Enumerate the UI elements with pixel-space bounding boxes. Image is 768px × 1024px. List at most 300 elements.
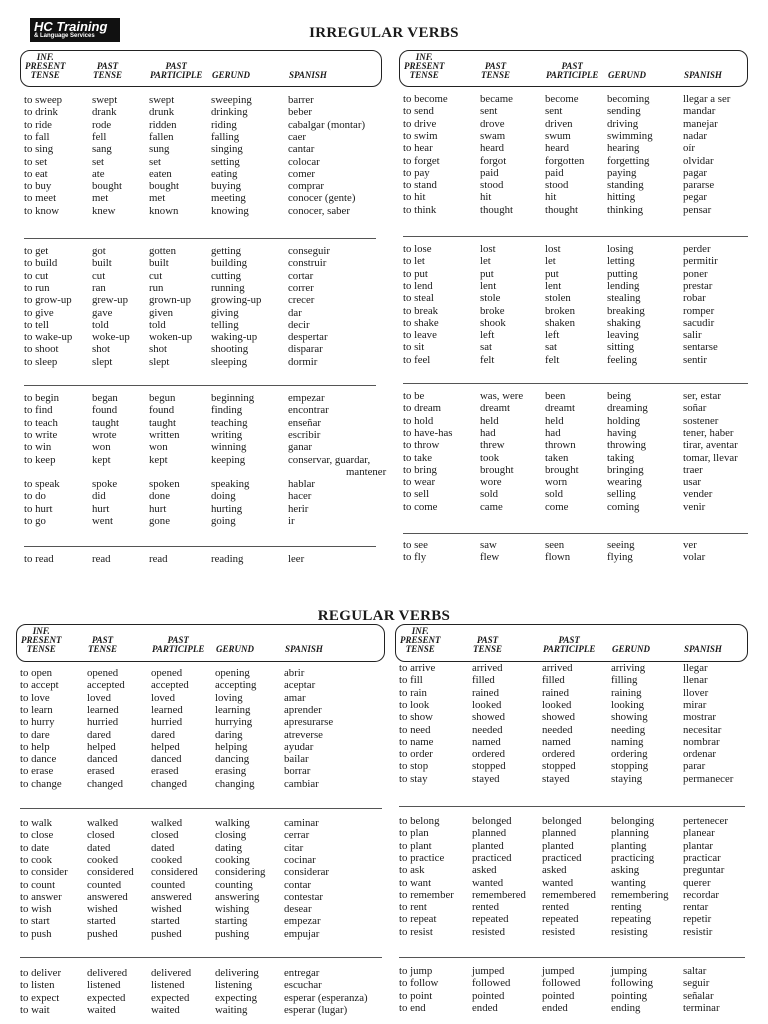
infinitive-cell: to practice	[399, 851, 445, 864]
spanish-cell: parar	[683, 760, 706, 773]
gerund-cell: waiting	[215, 1003, 248, 1016]
spanish-cell: sacudir	[683, 316, 715, 329]
past-participle-cell: stood	[545, 179, 569, 192]
past-tense-cell: swept	[92, 94, 118, 106]
infinitive-cell: to teach	[24, 416, 58, 429]
past-participle-cell: showed	[542, 711, 575, 724]
infinitive-cell: to look	[399, 698, 430, 711]
gerund-cell: taking	[607, 451, 634, 464]
past-participle-cell: danced	[151, 753, 182, 766]
gerund-cell: writing	[211, 428, 243, 441]
spanish-cell: planear	[683, 827, 715, 840]
past-tense-cell: paid	[480, 166, 499, 179]
past-tense-cell: lost	[480, 243, 496, 255]
spanish-cell: hablar	[288, 478, 315, 491]
infinitive-cell: to arrive	[399, 662, 436, 674]
gerund-cell: riding	[211, 118, 237, 131]
infinitive-cell: to grow-up	[24, 294, 72, 307]
past-participle-cell: run	[149, 281, 164, 294]
past-participle-cell: sung	[149, 143, 170, 156]
spanish-cell: cerrar	[284, 829, 310, 842]
gerund-cell: changing	[215, 777, 255, 790]
spanish-cell: construir	[288, 257, 327, 270]
past-participle-cell: dated	[151, 841, 175, 854]
gerund-cell: dating	[215, 841, 242, 854]
spanish-cell: crecer	[288, 294, 315, 307]
past-tense-cell: dated	[87, 841, 111, 854]
gerund-cell: seeing	[607, 539, 635, 551]
past-tense-cell: delivered	[87, 967, 128, 979]
gerund-cell: ordering	[611, 748, 648, 761]
infinitive-cell: to fly	[403, 551, 427, 564]
gerund-cell: forgetting	[607, 154, 650, 167]
past-tense-cell: hurt	[92, 502, 110, 515]
gerund-cell: growing-up	[211, 294, 262, 307]
spanish-cell: enseñar	[288, 416, 321, 429]
past-participle-cell: filled	[542, 674, 565, 687]
infinitive-cell: to shake	[403, 316, 439, 329]
past-tense-cell: showed	[472, 711, 505, 724]
infinitive-cell: to sell	[403, 488, 430, 501]
infinitive-cell: to be	[403, 390, 425, 402]
past-tense-cell: rained	[472, 686, 499, 699]
gerund-cell: speaking	[211, 478, 250, 491]
gerund-cell: knowing	[211, 204, 249, 217]
infinitive-cell: to point	[399, 989, 433, 1002]
infinitive-cell: to swim	[403, 129, 438, 142]
past-tense-cell: drank	[92, 106, 117, 119]
spanish-cell: señalar	[683, 989, 714, 1002]
gerund-cell: planting	[611, 839, 647, 852]
spanish-cell: cabalgar (montar)	[288, 118, 366, 131]
spanish-cell: leer	[288, 553, 305, 565]
past-participle-cell: pointed	[542, 989, 575, 1002]
past-participle-cell: lost	[545, 243, 561, 255]
infinitive-cell: to remember	[399, 888, 454, 901]
infinitive-cell: to buy	[24, 180, 52, 193]
infinitive-cell: to wish	[20, 903, 52, 916]
infinitive-cell: to fill	[399, 674, 423, 687]
past-tense-cell: flew	[480, 551, 500, 564]
spanish-cell: romper	[683, 304, 715, 317]
past-participle-cell: belonged	[542, 815, 582, 827]
column-header: INF. PRESENT TENSE	[25, 52, 66, 80]
past-participle-cell: dared	[151, 728, 175, 741]
spanish-cell: conseguir	[288, 245, 330, 257]
past-tense-cell: got	[92, 245, 106, 257]
infinitive-cell: to deliver	[20, 967, 62, 979]
infinitive-cell: to let	[403, 255, 425, 268]
gerund-cell: sweeping	[211, 94, 252, 106]
infinitive-cell: to get	[24, 245, 49, 257]
past-participle-cell: hurried	[151, 716, 183, 729]
section-title: IRREGULAR VERBS	[309, 25, 459, 41]
spanish-cell: entregar	[284, 967, 320, 979]
past-participle-cell: seen	[545, 539, 565, 551]
gerund-cell: wishing	[215, 903, 250, 916]
spanish-cell: rentar	[683, 901, 709, 914]
past-tense-cell: planned	[472, 827, 507, 840]
past-tense-cell: stood	[480, 179, 504, 192]
past-tense-cell: saw	[480, 539, 497, 551]
past-tense-cell: looked	[472, 698, 502, 711]
column-header: PAST PARTICIPLE	[152, 635, 205, 654]
spanish-cell: aceptar	[284, 679, 316, 692]
spanish-cell: decir	[288, 318, 310, 331]
spanish-cell: pararse	[683, 179, 715, 192]
gerund-cell: sending	[607, 105, 641, 118]
column-header: PAST TENSE	[481, 61, 511, 80]
spanish-cell: empezar	[288, 392, 325, 404]
past-tense-cell: thought	[480, 203, 513, 216]
past-tense-cell: told	[92, 318, 109, 331]
gerund-cell: practicing	[611, 851, 655, 864]
past-tense-cell: practiced	[472, 851, 512, 864]
past-tense-cell: brought	[480, 463, 514, 476]
gerund-cell: winning	[211, 441, 247, 454]
gerund-cell: expecting	[215, 991, 257, 1004]
past-tense-cell: arrived	[472, 662, 503, 674]
infinitive-cell: to sit	[403, 341, 425, 354]
past-participle-cell: known	[149, 204, 179, 217]
past-tense-cell: sang	[92, 143, 112, 156]
past-participle-cell: felt	[545, 353, 560, 366]
spanish-cell: nombrar	[683, 735, 720, 748]
spanish-cell: mostrar	[683, 711, 716, 724]
spanish-cell: comer	[288, 167, 315, 180]
past-tense-cell: dared	[87, 728, 111, 741]
spanish-cell: esperar (esperanza)	[284, 991, 368, 1004]
past-participle-cell: planned	[542, 827, 577, 840]
past-participle-cell: found	[149, 404, 175, 417]
past-participle-cell: paid	[545, 166, 564, 179]
past-participle-cell: built	[149, 257, 169, 270]
past-participle-cell: answered	[151, 890, 192, 903]
spanish-cell: conservar, guardar,	[288, 453, 371, 466]
spanish-cell: caer	[288, 130, 306, 143]
past-tense-cell: stopped	[472, 760, 506, 773]
gerund-cell: answering	[215, 890, 260, 903]
gerund-cell: meeting	[211, 192, 246, 205]
past-tense-cell: held	[480, 414, 499, 427]
gerund-cell: opening	[215, 667, 250, 679]
spanish-cell: saltar	[683, 965, 707, 977]
infinitive-cell: to push	[20, 927, 52, 940]
gerund-cell: pushing	[215, 927, 250, 940]
past-participle-cell: stayed	[542, 772, 570, 785]
gerund-cell: holding	[607, 414, 640, 427]
infinitive-cell: to stay	[399, 772, 428, 785]
infinitive-cell: to end	[399, 1001, 426, 1014]
gerund-cell: starting	[215, 915, 248, 928]
spanish-cell: llegar a ser	[683, 93, 731, 105]
spanish-cell: mandar	[683, 105, 716, 118]
past-participle-cell: brought	[545, 463, 579, 476]
infinitive-cell: to name	[399, 735, 434, 748]
past-tense-cell: went	[92, 515, 113, 527]
logo-subtext: & Language Services	[34, 33, 95, 39]
spanish-cell: pegar	[683, 191, 707, 204]
infinitive-cell: to dance	[20, 753, 57, 766]
past-participle-cell: considered	[151, 866, 198, 879]
column-header: SPANISH	[684, 644, 722, 654]
spanish-cell: mantener	[346, 465, 387, 478]
column-header: GERUND	[212, 70, 251, 80]
gerund-cell: buying	[211, 180, 241, 193]
past-participle-cell: arrived	[542, 662, 573, 674]
gerund-cell: putting	[607, 267, 638, 280]
past-participle-cell: had	[545, 426, 561, 439]
infinitive-cell: to start	[20, 915, 50, 928]
past-participle-cell: jumped	[542, 965, 575, 977]
past-tense-cell: ordered	[472, 748, 505, 761]
gerund-cell: renting	[611, 901, 642, 914]
past-participle-cell: eaten	[149, 167, 172, 180]
past-tense-cell: followed	[472, 977, 511, 990]
gerund-cell: raining	[611, 686, 642, 699]
spanish-cell: sentir	[683, 353, 707, 366]
gerund-cell: helping	[215, 740, 248, 753]
infinitive-cell: to rain	[399, 686, 427, 699]
past-tense-cell: began	[92, 392, 118, 404]
past-participle-cell: dreamt	[545, 402, 575, 415]
infinitive-cell: to put	[403, 267, 428, 280]
gerund-cell: giving	[211, 306, 239, 319]
infinitive-cell: to know	[24, 204, 60, 217]
infinitive-cell: to send	[403, 105, 434, 118]
past-tense-cell: filled	[472, 674, 495, 687]
infinitive-cell: to shoot	[24, 343, 59, 356]
past-participle-cell: taken	[545, 451, 569, 464]
spanish-cell: disparar	[288, 343, 323, 356]
infinitive-cell: to go	[24, 515, 46, 527]
infinitive-cell: to break	[403, 304, 439, 317]
gerund-cell: having	[607, 426, 637, 439]
past-participle-cell: looked	[542, 698, 572, 711]
past-tense-cell: knew	[92, 204, 116, 217]
past-tense-cell: jumped	[472, 965, 505, 977]
past-participle-cell: swept	[149, 94, 175, 106]
spanish-cell: cantar	[288, 143, 315, 156]
past-tense-cell: wore	[480, 476, 502, 489]
gerund-cell: feeling	[607, 353, 637, 366]
gerund-cell: stealing	[607, 292, 641, 305]
spanish-cell: sentarse	[683, 341, 718, 354]
spanish-cell: permitir	[683, 255, 718, 268]
gerund-cell: dreaming	[607, 402, 648, 415]
infinitive-cell: to change	[20, 777, 62, 790]
spanish-cell: pagar	[683, 166, 707, 179]
past-tense-cell: waited	[87, 1003, 116, 1016]
spanish-cell: permanecer	[683, 772, 734, 785]
infinitive-cell: to set	[24, 155, 48, 168]
infinitive-cell: to speak	[24, 478, 60, 491]
past-participle-cell: kept	[149, 453, 168, 466]
past-participle-cell: left	[545, 329, 560, 342]
gerund-cell: doing	[211, 490, 236, 503]
gerund-cell: shaking	[607, 316, 641, 329]
infinitive-cell: to help	[20, 740, 50, 753]
spanish-cell: sostener	[683, 414, 719, 427]
past-participle-cell: delivered	[151, 967, 192, 979]
gerund-cell: jumping	[611, 965, 647, 977]
past-participle-cell: changed	[151, 777, 187, 790]
past-participle-cell: pushed	[151, 927, 182, 940]
past-participle-cell: expected	[151, 991, 190, 1004]
gerund-cell: cutting	[211, 269, 241, 282]
spanish-cell: cambiar	[284, 777, 319, 790]
past-tense-cell: named	[472, 735, 501, 748]
past-tense-cell: grew-up	[92, 294, 128, 307]
past-tense-cell: set	[92, 155, 104, 168]
past-participle-cell: done	[149, 490, 170, 503]
infinitive-cell: to date	[20, 841, 50, 854]
spanish-cell: ir	[288, 515, 295, 527]
gerund-cell: daring	[215, 728, 243, 741]
past-participle-cell: shaken	[545, 316, 575, 329]
infinitive-cell: to hurry	[20, 716, 55, 729]
group-divider	[403, 383, 748, 384]
infinitive-cell: to rent	[399, 901, 427, 914]
past-tense-cell: had	[480, 426, 496, 439]
group-divider	[403, 236, 748, 237]
infinitive-cell: to answer	[20, 890, 62, 903]
gerund-cell: learning	[215, 703, 251, 716]
column-header: SPANISH	[289, 70, 327, 80]
past-tense-cell: woke-up	[92, 331, 130, 344]
past-participle-cell: let	[545, 255, 556, 268]
past-participle-cell: named	[542, 735, 571, 748]
spanish-cell: desear	[284, 903, 312, 916]
spanish-cell: repetir	[683, 913, 712, 926]
past-participle-cell: worn	[545, 476, 568, 489]
past-participle-cell: driven	[545, 117, 573, 130]
gerund-cell: delivering	[215, 967, 259, 979]
spanish-cell: usar	[683, 476, 701, 489]
spanish-cell: resistir	[683, 925, 713, 938]
infinitive-cell: to want	[399, 876, 432, 889]
column-header: SPANISH	[285, 644, 323, 654]
gerund-cell: thinking	[607, 203, 643, 216]
column-header: GERUND	[612, 644, 651, 654]
past-participle-cell: resisted	[542, 925, 575, 938]
column-header: GERUND	[216, 644, 255, 654]
spanish-cell: barrer	[288, 94, 314, 106]
past-tense-cell: rode	[92, 118, 112, 131]
past-participle-cell: given	[149, 306, 173, 319]
past-tense-cell: gave	[92, 306, 113, 319]
past-tense-cell: heard	[480, 142, 504, 155]
gerund-cell: wanting	[611, 876, 646, 889]
infinitive-cell: to stand	[403, 179, 437, 192]
spanish-cell: pensar	[683, 203, 712, 216]
past-tense-cell: learned	[87, 703, 119, 716]
infinitive-cell: to cook	[20, 853, 53, 866]
past-participle-cell: sent	[545, 105, 563, 118]
gerund-cell: filling	[611, 674, 638, 687]
past-participle-cell: spoken	[149, 478, 180, 491]
infinitive-cell: to eat	[24, 167, 48, 180]
spanish-cell: manejar	[683, 117, 718, 130]
gerund-cell: hitting	[607, 191, 636, 204]
spanish-cell: encontrar	[288, 404, 329, 417]
section-title: REGULAR VERBS	[317, 608, 451, 624]
infinitive-cell: to resist	[399, 925, 433, 938]
past-tense-cell: cut	[92, 269, 106, 282]
infinitive-cell: to pay	[403, 166, 430, 179]
infinitive-cell: to hurt	[24, 502, 53, 515]
spanish-cell: citar	[284, 841, 304, 854]
gerund-cell: breaking	[607, 304, 645, 317]
past-participle-cell: sat	[545, 341, 557, 354]
infinitive-cell: to forget	[403, 154, 440, 167]
infinitive-cell: to wake-up	[24, 331, 73, 344]
group-divider	[403, 533, 748, 534]
infinitive-cell: to listen	[20, 979, 55, 992]
past-tense-cell: expected	[87, 991, 126, 1004]
spanish-cell: volar	[683, 551, 706, 564]
past-tense-cell: asked	[472, 864, 497, 877]
past-tense-cell: read	[92, 553, 111, 565]
spanish-cell: poner	[683, 267, 708, 280]
column-header: PAST PARTICIPLE	[546, 61, 599, 80]
past-participle-cell: won	[149, 441, 168, 454]
past-tense-cell: took	[480, 451, 500, 464]
infinitive-cell: to stop	[399, 760, 429, 773]
infinitive-cell: to wait	[20, 1003, 50, 1016]
past-tense-cell: ran	[92, 281, 106, 294]
past-participle-cell: cut	[149, 269, 163, 282]
spanish-cell: seguir	[683, 977, 710, 990]
infinitive-cell: to leave	[403, 329, 437, 342]
past-participle-cell: rained	[542, 686, 569, 699]
past-tense-cell: pushed	[87, 927, 118, 940]
past-participle-cell: grown-up	[149, 294, 191, 307]
past-participle-cell: fallen	[149, 130, 174, 143]
gerund-cell: beginning	[211, 392, 255, 404]
past-tense-cell: cooked	[87, 853, 119, 866]
past-tense-cell: hurried	[87, 716, 119, 729]
column-header-box	[395, 624, 748, 662]
gerund-cell: considering	[215, 866, 266, 879]
group-divider	[20, 957, 382, 958]
gerund-cell: driving	[607, 117, 639, 130]
spanish-cell: tomar, llevar	[683, 451, 738, 464]
infinitive-cell: to become	[403, 93, 448, 105]
gerund-cell: running	[211, 281, 245, 294]
spanish-cell: beber	[288, 106, 312, 119]
gerund-cell: belonging	[611, 815, 655, 827]
past-tense-cell: stole	[480, 292, 501, 305]
past-participle-cell: held	[545, 414, 564, 427]
gerund-cell: needing	[611, 723, 646, 736]
logo-text: HC Training	[34, 19, 108, 34]
spanish-cell: salir	[683, 329, 702, 342]
gerund-cell: telling	[211, 318, 239, 331]
spanish-cell: necesitar	[683, 723, 722, 736]
infinitive-cell: to feel	[403, 353, 431, 366]
infinitive-cell: to do	[24, 490, 46, 503]
infinitive-cell: to hold	[403, 414, 434, 427]
past-participle-cell: helped	[151, 740, 180, 753]
past-tense-cell: taught	[92, 416, 119, 429]
past-tense-cell: let	[480, 255, 491, 268]
spanish-cell: hacer	[288, 490, 312, 503]
past-tense-cell: needed	[472, 723, 503, 736]
gerund-cell: keeping	[211, 453, 246, 466]
spanish-cell: pertenecer	[683, 815, 728, 827]
gerund-cell: hurting	[211, 502, 243, 515]
